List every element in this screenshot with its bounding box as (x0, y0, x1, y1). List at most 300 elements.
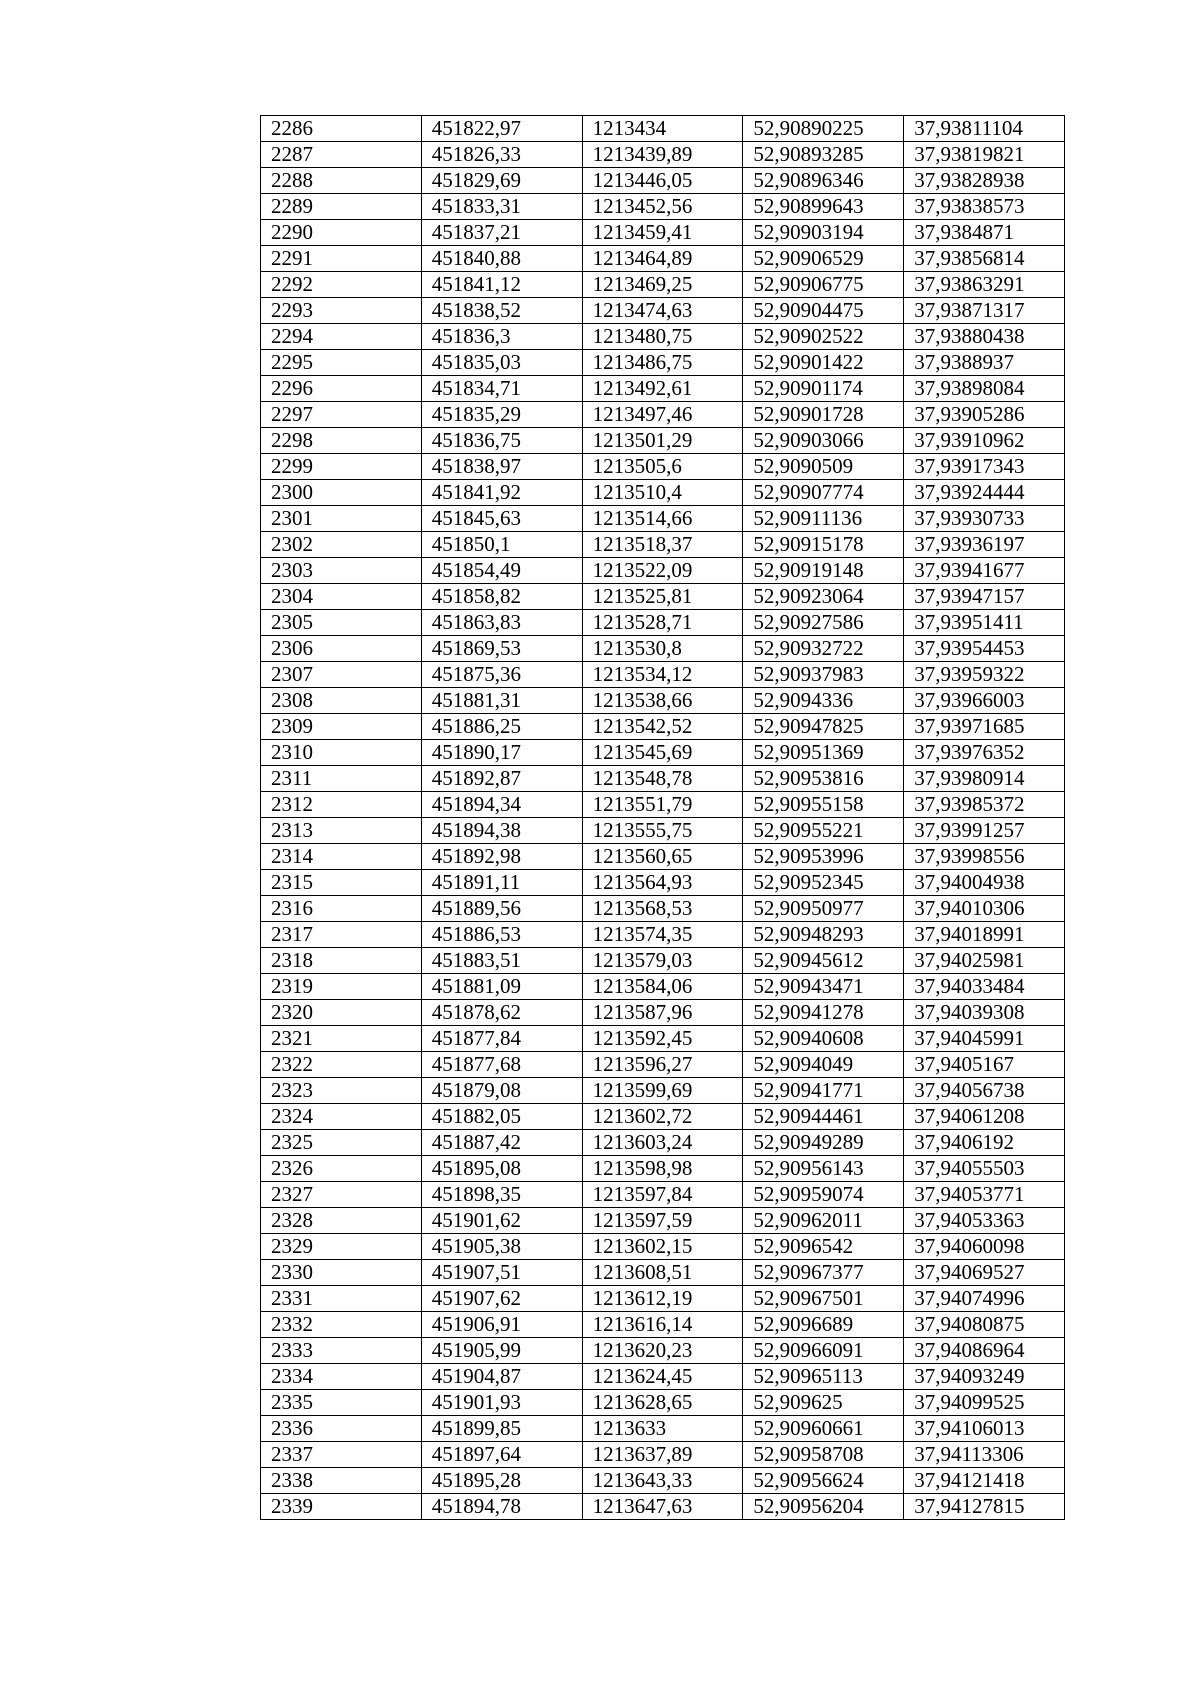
table-row (261, 610, 1065, 636)
y-coordinate-cell: 1213633 (582, 1416, 743, 1442)
latitude-cell: 52,90923064 (743, 584, 904, 610)
longitude-cell: 37,93966003 (904, 688, 1065, 714)
latitude-cell: 52,9096689 (743, 1312, 904, 1338)
longitude-cell: 37,94039308 (904, 1000, 1065, 1026)
x-coordinate-cell: 451894,38 (421, 818, 582, 844)
table-row (261, 1000, 1065, 1026)
point-number-cell: 2334 (261, 1364, 422, 1390)
y-coordinate-cell: 1213542,52 (582, 714, 743, 740)
y-coordinate-cell: 1213538,66 (582, 688, 743, 714)
table-row (261, 688, 1065, 714)
table-row (261, 532, 1065, 558)
table-row (261, 922, 1065, 948)
latitude-cell: 52,90901422 (743, 350, 904, 376)
y-coordinate-cell: 1213464,89 (582, 246, 743, 272)
latitude-cell: 52,909625 (743, 1390, 904, 1416)
latitude-cell: 52,90944461 (743, 1104, 904, 1130)
longitude-cell: 37,93991257 (904, 818, 1065, 844)
y-coordinate-cell: 1213628,65 (582, 1390, 743, 1416)
longitude-cell: 37,94074996 (904, 1286, 1065, 1312)
latitude-cell: 52,90956624 (743, 1468, 904, 1494)
x-coordinate-cell: 451901,93 (421, 1390, 582, 1416)
table-row (261, 1312, 1065, 1338)
coordinates-table (260, 115, 1065, 1520)
table-row (261, 766, 1065, 792)
table-row (261, 818, 1065, 844)
longitude-cell: 37,93930733 (904, 506, 1065, 532)
x-coordinate-cell: 451845,63 (421, 506, 582, 532)
x-coordinate-cell: 451850,1 (421, 532, 582, 558)
y-coordinate-cell: 1213616,14 (582, 1312, 743, 1338)
latitude-cell: 52,90949289 (743, 1130, 904, 1156)
x-coordinate-cell: 451886,53 (421, 922, 582, 948)
x-coordinate-cell: 451892,98 (421, 844, 582, 870)
point-number-cell: 2339 (261, 1494, 422, 1520)
longitude-cell: 37,93936197 (904, 532, 1065, 558)
x-coordinate-cell: 451854,49 (421, 558, 582, 584)
latitude-cell: 52,90915178 (743, 532, 904, 558)
y-coordinate-cell: 1213474,63 (582, 298, 743, 324)
latitude-cell: 52,90932722 (743, 636, 904, 662)
longitude-cell: 37,93976352 (904, 740, 1065, 766)
x-coordinate-cell: 451907,62 (421, 1286, 582, 1312)
table-row (261, 1416, 1065, 1442)
y-coordinate-cell: 1213599,69 (582, 1078, 743, 1104)
table-row (261, 1260, 1065, 1286)
longitude-cell: 37,94080875 (904, 1312, 1065, 1338)
longitude-cell: 37,94045991 (904, 1026, 1065, 1052)
y-coordinate-cell: 1213548,78 (582, 766, 743, 792)
latitude-cell: 52,90907774 (743, 480, 904, 506)
longitude-cell: 37,94121418 (904, 1468, 1065, 1494)
longitude-cell: 37,93947157 (904, 584, 1065, 610)
x-coordinate-cell: 451897,64 (421, 1442, 582, 1468)
x-coordinate-cell: 451838,52 (421, 298, 582, 324)
table-row (261, 376, 1065, 402)
x-coordinate-cell: 451891,11 (421, 870, 582, 896)
x-coordinate-cell: 451834,71 (421, 376, 582, 402)
point-number-cell: 2328 (261, 1208, 422, 1234)
latitude-cell: 52,90943471 (743, 974, 904, 1000)
point-number-cell: 2317 (261, 922, 422, 948)
x-coordinate-cell: 451887,42 (421, 1130, 582, 1156)
latitude-cell: 52,90953996 (743, 844, 904, 870)
table-row (261, 1286, 1065, 1312)
y-coordinate-cell: 1213603,24 (582, 1130, 743, 1156)
table-row (261, 584, 1065, 610)
latitude-cell: 52,90967377 (743, 1260, 904, 1286)
x-coordinate-cell: 451894,34 (421, 792, 582, 818)
latitude-cell: 52,90958708 (743, 1442, 904, 1468)
longitude-cell: 37,93980914 (904, 766, 1065, 792)
point-number-cell: 2336 (261, 1416, 422, 1442)
y-coordinate-cell: 1213579,03 (582, 948, 743, 974)
x-coordinate-cell: 451898,35 (421, 1182, 582, 1208)
table-row (261, 1494, 1065, 1520)
y-coordinate-cell: 1213574,35 (582, 922, 743, 948)
table-row (261, 974, 1065, 1000)
point-number-cell: 2325 (261, 1130, 422, 1156)
x-coordinate-cell: 451895,08 (421, 1156, 582, 1182)
table-row (261, 1338, 1065, 1364)
longitude-cell: 37,9406192 (904, 1130, 1065, 1156)
y-coordinate-cell: 1213510,4 (582, 480, 743, 506)
longitude-cell: 37,93828938 (904, 168, 1065, 194)
point-number-cell: 2300 (261, 480, 422, 506)
point-number-cell: 2319 (261, 974, 422, 1000)
point-number-cell: 2303 (261, 558, 422, 584)
y-coordinate-cell: 1213612,19 (582, 1286, 743, 1312)
y-coordinate-cell: 1213624,45 (582, 1364, 743, 1390)
x-coordinate-cell: 451905,99 (421, 1338, 582, 1364)
x-coordinate-cell: 451906,91 (421, 1312, 582, 1338)
latitude-cell: 52,90903194 (743, 220, 904, 246)
point-number-cell: 2337 (261, 1442, 422, 1468)
y-coordinate-cell: 1213492,61 (582, 376, 743, 402)
longitude-cell: 37,94086964 (904, 1338, 1065, 1364)
point-number-cell: 2310 (261, 740, 422, 766)
table-row (261, 1104, 1065, 1130)
y-coordinate-cell: 1213522,09 (582, 558, 743, 584)
point-number-cell: 2301 (261, 506, 422, 532)
point-number-cell: 2332 (261, 1312, 422, 1338)
latitude-cell: 52,90955158 (743, 792, 904, 818)
latitude-cell: 52,90893285 (743, 142, 904, 168)
latitude-cell: 52,90902522 (743, 324, 904, 350)
longitude-cell: 37,94099525 (904, 1390, 1065, 1416)
y-coordinate-cell: 1213560,65 (582, 844, 743, 870)
longitude-cell: 37,94061208 (904, 1104, 1065, 1130)
x-coordinate-cell: 451835,03 (421, 350, 582, 376)
y-coordinate-cell: 1213514,66 (582, 506, 743, 532)
y-coordinate-cell: 1213602,15 (582, 1234, 743, 1260)
point-number-cell: 2320 (261, 1000, 422, 1026)
latitude-cell: 52,90955221 (743, 818, 904, 844)
longitude-cell: 37,94053771 (904, 1182, 1065, 1208)
x-coordinate-cell: 451836,75 (421, 428, 582, 454)
point-number-cell: 2287 (261, 142, 422, 168)
latitude-cell: 52,90960661 (743, 1416, 904, 1442)
y-coordinate-cell: 1213452,56 (582, 194, 743, 220)
longitude-cell: 37,93880438 (904, 324, 1065, 350)
y-coordinate-cell: 1213545,69 (582, 740, 743, 766)
latitude-cell: 52,90950977 (743, 896, 904, 922)
x-coordinate-cell: 451879,08 (421, 1078, 582, 1104)
point-number-cell: 2305 (261, 610, 422, 636)
point-number-cell: 2335 (261, 1390, 422, 1416)
x-coordinate-cell: 451822,97 (421, 116, 582, 142)
y-coordinate-cell: 1213597,59 (582, 1208, 743, 1234)
latitude-cell: 52,90948293 (743, 922, 904, 948)
table-row (261, 1364, 1065, 1390)
table-row (261, 168, 1065, 194)
x-coordinate-cell: 451826,33 (421, 142, 582, 168)
table-row (261, 558, 1065, 584)
longitude-cell: 37,93863291 (904, 272, 1065, 298)
table-row (261, 350, 1065, 376)
longitude-cell: 37,93905286 (904, 402, 1065, 428)
x-coordinate-cell: 451890,17 (421, 740, 582, 766)
point-number-cell: 2311 (261, 766, 422, 792)
point-number-cell: 2286 (261, 116, 422, 142)
x-coordinate-cell: 451877,84 (421, 1026, 582, 1052)
table-row (261, 1182, 1065, 1208)
table-row (261, 1026, 1065, 1052)
x-coordinate-cell: 451875,36 (421, 662, 582, 688)
longitude-cell: 37,94055503 (904, 1156, 1065, 1182)
point-number-cell: 2288 (261, 168, 422, 194)
latitude-cell: 52,90962011 (743, 1208, 904, 1234)
longitude-cell: 37,94069527 (904, 1260, 1065, 1286)
latitude-cell: 52,90966091 (743, 1338, 904, 1364)
longitude-cell: 37,94010306 (904, 896, 1065, 922)
table-row (261, 142, 1065, 168)
x-coordinate-cell: 451841,92 (421, 480, 582, 506)
point-number-cell: 2291 (261, 246, 422, 272)
longitude-cell: 37,94127815 (904, 1494, 1065, 1520)
x-coordinate-cell: 451840,88 (421, 246, 582, 272)
latitude-cell: 52,90959074 (743, 1182, 904, 1208)
table-row (261, 246, 1065, 272)
longitude-cell: 37,94033484 (904, 974, 1065, 1000)
table-row (261, 792, 1065, 818)
point-number-cell: 2298 (261, 428, 422, 454)
x-coordinate-cell: 451892,87 (421, 766, 582, 792)
point-number-cell: 2292 (261, 272, 422, 298)
table-row (261, 896, 1065, 922)
point-number-cell: 2302 (261, 532, 422, 558)
longitude-cell: 37,94004938 (904, 870, 1065, 896)
table-row (261, 662, 1065, 688)
point-number-cell: 2299 (261, 454, 422, 480)
y-coordinate-cell: 1213551,79 (582, 792, 743, 818)
longitude-cell: 37,93856814 (904, 246, 1065, 272)
table-row (261, 1078, 1065, 1104)
latitude-cell: 52,90953816 (743, 766, 904, 792)
longitude-cell: 37,9388937 (904, 350, 1065, 376)
table-row (261, 506, 1065, 532)
table-row (261, 194, 1065, 220)
longitude-cell: 37,93819821 (904, 142, 1065, 168)
latitude-cell: 52,90906775 (743, 272, 904, 298)
latitude-cell: 52,90965113 (743, 1364, 904, 1390)
y-coordinate-cell: 1213446,05 (582, 168, 743, 194)
y-coordinate-cell: 1213439,89 (582, 142, 743, 168)
table-row (261, 870, 1065, 896)
latitude-cell: 52,90937983 (743, 662, 904, 688)
longitude-cell: 37,93959322 (904, 662, 1065, 688)
latitude-cell: 52,90940608 (743, 1026, 904, 1052)
x-coordinate-cell: 451833,31 (421, 194, 582, 220)
longitude-cell: 37,93898084 (904, 376, 1065, 402)
x-coordinate-cell: 451886,25 (421, 714, 582, 740)
table-row (261, 1234, 1065, 1260)
x-coordinate-cell: 451889,56 (421, 896, 582, 922)
longitude-cell: 37,9405167 (904, 1052, 1065, 1078)
latitude-cell: 52,90945612 (743, 948, 904, 974)
x-coordinate-cell: 451907,51 (421, 1260, 582, 1286)
y-coordinate-cell: 1213584,06 (582, 974, 743, 1000)
point-number-cell: 2329 (261, 1234, 422, 1260)
latitude-cell: 52,90951369 (743, 740, 904, 766)
latitude-cell: 52,90967501 (743, 1286, 904, 1312)
table-row (261, 1442, 1065, 1468)
point-number-cell: 2324 (261, 1104, 422, 1130)
table-row (261, 1390, 1065, 1416)
point-number-cell: 2338 (261, 1468, 422, 1494)
point-number-cell: 2313 (261, 818, 422, 844)
x-coordinate-cell: 451899,85 (421, 1416, 582, 1442)
table-row (261, 1208, 1065, 1234)
point-number-cell: 2290 (261, 220, 422, 246)
latitude-cell: 52,90956204 (743, 1494, 904, 1520)
longitude-cell: 37,94018991 (904, 922, 1065, 948)
y-coordinate-cell: 1213486,75 (582, 350, 743, 376)
point-number-cell: 2293 (261, 298, 422, 324)
y-coordinate-cell: 1213518,37 (582, 532, 743, 558)
latitude-cell: 52,90896346 (743, 168, 904, 194)
latitude-cell: 52,90927586 (743, 610, 904, 636)
y-coordinate-cell: 1213501,29 (582, 428, 743, 454)
longitude-cell: 37,93871317 (904, 298, 1065, 324)
latitude-cell: 52,90956143 (743, 1156, 904, 1182)
y-coordinate-cell: 1213530,8 (582, 636, 743, 662)
table-row (261, 740, 1065, 766)
point-number-cell: 2318 (261, 948, 422, 974)
table-row (261, 1130, 1065, 1156)
latitude-cell: 52,9094049 (743, 1052, 904, 1078)
longitude-cell: 37,93924444 (904, 480, 1065, 506)
point-number-cell: 2309 (261, 714, 422, 740)
latitude-cell: 52,90941771 (743, 1078, 904, 1104)
x-coordinate-cell: 451838,97 (421, 454, 582, 480)
y-coordinate-cell: 1213647,63 (582, 1494, 743, 1520)
x-coordinate-cell: 451882,05 (421, 1104, 582, 1130)
table-row (261, 116, 1065, 142)
point-number-cell: 2321 (261, 1026, 422, 1052)
x-coordinate-cell: 451895,28 (421, 1468, 582, 1494)
latitude-cell: 52,90890225 (743, 116, 904, 142)
table-row (261, 714, 1065, 740)
y-coordinate-cell: 1213592,45 (582, 1026, 743, 1052)
y-coordinate-cell: 1213568,53 (582, 896, 743, 922)
y-coordinate-cell: 1213597,84 (582, 1182, 743, 1208)
table-row (261, 636, 1065, 662)
table-row (261, 1156, 1065, 1182)
latitude-cell: 52,90941278 (743, 1000, 904, 1026)
x-coordinate-cell: 451883,51 (421, 948, 582, 974)
y-coordinate-cell: 1213434 (582, 116, 743, 142)
longitude-cell: 37,93998556 (904, 844, 1065, 870)
point-number-cell: 2294 (261, 324, 422, 350)
latitude-cell: 52,90919148 (743, 558, 904, 584)
point-number-cell: 2315 (261, 870, 422, 896)
x-coordinate-cell: 451901,62 (421, 1208, 582, 1234)
y-coordinate-cell: 1213637,89 (582, 1442, 743, 1468)
point-number-cell: 2323 (261, 1078, 422, 1104)
x-coordinate-cell: 451881,31 (421, 688, 582, 714)
x-coordinate-cell: 451877,68 (421, 1052, 582, 1078)
x-coordinate-cell: 451863,83 (421, 610, 582, 636)
y-coordinate-cell: 1213598,98 (582, 1156, 743, 1182)
y-coordinate-cell: 1213643,33 (582, 1468, 743, 1494)
x-coordinate-cell: 451835,29 (421, 402, 582, 428)
point-number-cell: 2314 (261, 844, 422, 870)
table-row (261, 272, 1065, 298)
point-number-cell: 2295 (261, 350, 422, 376)
latitude-cell: 52,90906529 (743, 246, 904, 272)
y-coordinate-cell: 1213587,96 (582, 1000, 743, 1026)
point-number-cell: 2316 (261, 896, 422, 922)
longitude-cell: 37,93971685 (904, 714, 1065, 740)
latitude-cell: 52,90947825 (743, 714, 904, 740)
x-coordinate-cell: 451905,38 (421, 1234, 582, 1260)
longitude-cell: 37,94053363 (904, 1208, 1065, 1234)
y-coordinate-cell: 1213525,81 (582, 584, 743, 610)
table-row (261, 480, 1065, 506)
point-number-cell: 2326 (261, 1156, 422, 1182)
table-row (261, 220, 1065, 246)
y-coordinate-cell: 1213620,23 (582, 1338, 743, 1364)
table-row (261, 402, 1065, 428)
x-coordinate-cell: 451894,78 (421, 1494, 582, 1520)
longitude-cell: 37,94056738 (904, 1078, 1065, 1104)
longitude-cell: 37,94025981 (904, 948, 1065, 974)
latitude-cell: 52,90952345 (743, 870, 904, 896)
longitude-cell: 37,9384871 (904, 220, 1065, 246)
y-coordinate-cell: 1213469,25 (582, 272, 743, 298)
y-coordinate-cell: 1213505,6 (582, 454, 743, 480)
point-number-cell: 2289 (261, 194, 422, 220)
y-coordinate-cell: 1213608,51 (582, 1260, 743, 1286)
x-coordinate-cell: 451878,62 (421, 1000, 582, 1026)
longitude-cell: 37,93985372 (904, 792, 1065, 818)
longitude-cell: 37,94113306 (904, 1442, 1065, 1468)
point-number-cell: 2304 (261, 584, 422, 610)
point-number-cell: 2333 (261, 1338, 422, 1364)
table-row (261, 844, 1065, 870)
point-number-cell: 2330 (261, 1260, 422, 1286)
table-row (261, 298, 1065, 324)
latitude-cell: 52,90901174 (743, 376, 904, 402)
longitude-cell: 37,94093249 (904, 1364, 1065, 1390)
table-row (261, 428, 1065, 454)
longitude-cell: 37,93910962 (904, 428, 1065, 454)
y-coordinate-cell: 1213555,75 (582, 818, 743, 844)
y-coordinate-cell: 1213528,71 (582, 610, 743, 636)
longitude-cell: 37,93811104 (904, 116, 1065, 142)
y-coordinate-cell: 1213596,27 (582, 1052, 743, 1078)
x-coordinate-cell: 451881,09 (421, 974, 582, 1000)
point-number-cell: 2308 (261, 688, 422, 714)
table-row (261, 454, 1065, 480)
y-coordinate-cell: 1213534,12 (582, 662, 743, 688)
latitude-cell: 52,90899643 (743, 194, 904, 220)
latitude-cell: 52,90903066 (743, 428, 904, 454)
table-row (261, 1468, 1065, 1494)
longitude-cell: 37,93838573 (904, 194, 1065, 220)
table-row (261, 324, 1065, 350)
point-number-cell: 2327 (261, 1182, 422, 1208)
latitude-cell: 52,9090509 (743, 454, 904, 480)
longitude-cell: 37,94106013 (904, 1416, 1065, 1442)
y-coordinate-cell: 1213480,75 (582, 324, 743, 350)
x-coordinate-cell: 451904,87 (421, 1364, 582, 1390)
point-number-cell: 2297 (261, 402, 422, 428)
y-coordinate-cell: 1213459,41 (582, 220, 743, 246)
point-number-cell: 2322 (261, 1052, 422, 1078)
y-coordinate-cell: 1213497,46 (582, 402, 743, 428)
